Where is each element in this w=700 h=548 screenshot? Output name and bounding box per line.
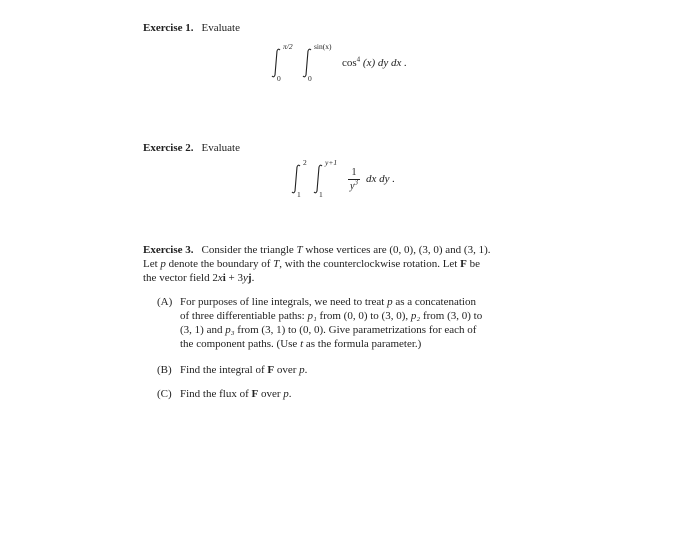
upper-limit: sin(x) [314, 42, 332, 51]
text-span: as the formula parameter.) [303, 338, 422, 350]
exercise-verb: Evaluate [201, 142, 240, 154]
text-span: as a concatenation [392, 296, 476, 308]
math-symbol: y [243, 272, 248, 284]
bold-symbol: j [247, 272, 252, 284]
text-span: from (0, 0) to (3, 0), [316, 310, 411, 322]
text-span: whose vertices are (0, 0), (3, 0) and (3, 1). [302, 244, 491, 256]
text-span: from (3, 1) to (0, 0). Give parametrizations for each of [234, 324, 477, 336]
upper-limit: π/2 [283, 42, 293, 51]
lower-limit: 1 [297, 190, 301, 199]
math-symbol: p₂ [410, 310, 421, 322]
part-label: (A) [157, 296, 173, 308]
denominator [348, 178, 360, 192]
lower-limit: 0 [277, 74, 281, 83]
text-span: the vector field 2 [143, 272, 218, 284]
text-span: . [251, 272, 255, 284]
text-line [180, 324, 476, 337]
lower-limit: 0 [308, 74, 312, 83]
bold-symbol: F [267, 364, 275, 376]
text-span: . [288, 388, 292, 400]
upper-limit: y+1 [325, 158, 338, 167]
integrand [342, 57, 407, 70]
text-span: . [304, 364, 308, 376]
differentials: dx dy . [366, 173, 396, 185]
exercise-verb: Evaluate [201, 22, 240, 34]
text-line [143, 272, 254, 285]
exercise-2-heading [143, 142, 240, 155]
bold-symbol: F [460, 258, 467, 270]
text-span: For purposes of line integrals, we need to treat [180, 296, 388, 308]
text-line [180, 364, 307, 377]
math-symbol: p [299, 364, 305, 376]
exponent: 3 [354, 178, 358, 187]
text-span: Find the flux of [180, 388, 252, 400]
base: y [350, 181, 355, 192]
upper-limit: 2 [303, 158, 307, 167]
text-line [143, 244, 491, 257]
function: cos [342, 57, 357, 69]
bold-symbol: i [222, 272, 226, 284]
math-symbol: p [160, 258, 166, 270]
text-line [180, 296, 476, 309]
math-symbol: p [387, 296, 393, 308]
text-span: (3, 1) and [180, 324, 226, 336]
text-line [143, 258, 480, 271]
text-span: of three differentiable paths: [180, 310, 308, 322]
text-span: be [466, 258, 480, 270]
part-label: (C) [157, 388, 172, 400]
lower-limit: 1 [319, 190, 323, 199]
text-line [180, 388, 292, 401]
part-label: (B) [157, 364, 172, 376]
text-line [180, 310, 482, 323]
math-symbol: t [300, 338, 304, 350]
math-symbol: x [217, 272, 223, 284]
exercise-1-heading [143, 22, 240, 35]
text-line [180, 338, 421, 351]
math-symbol: p₃ [225, 324, 235, 336]
bold-symbol: F [251, 388, 259, 400]
numerator: 1 [351, 167, 357, 178]
math-symbol: T [273, 258, 280, 270]
text-span: from (3, 0) to [420, 310, 483, 322]
differentials: (x) dy dx . [362, 57, 407, 69]
text-span: over [258, 388, 284, 400]
math-symbol: T [296, 244, 303, 256]
exercise-label: Exercise 3. [143, 244, 194, 256]
text-span: Consider the triangle [201, 244, 297, 256]
text-span: over [274, 364, 300, 376]
text-span: Let [143, 258, 161, 270]
fraction [348, 167, 360, 192]
math-symbol: p [283, 388, 289, 400]
exercise-label: Exercise 1. [143, 22, 194, 34]
math-symbol: p₁ [307, 310, 317, 322]
text-span: + 3 [225, 272, 244, 284]
text-span: Find the integral of [180, 364, 268, 376]
text-span: , with the counterclockwise rotation. Let [279, 258, 461, 270]
text-span: the component paths. (Use [180, 338, 301, 350]
text-span: denote the boundary of [165, 258, 274, 270]
exponent: 4 [356, 55, 361, 64]
exercise-label: Exercise 2. [143, 142, 194, 154]
